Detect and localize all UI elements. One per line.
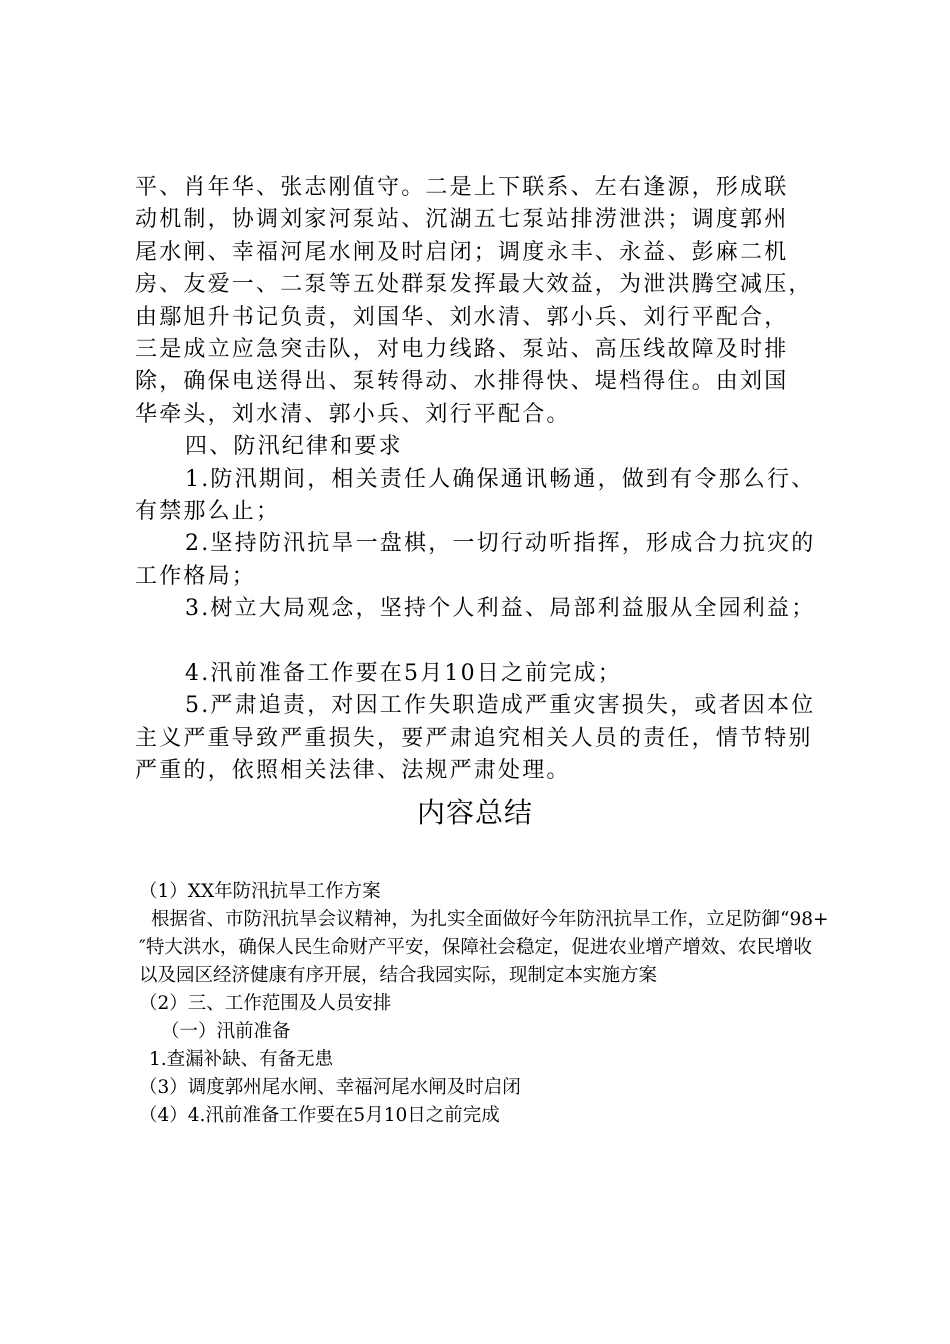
summary-section: [139, 878, 829, 1130]
section-heading: 四、防汛纪律和要求: [185, 434, 403, 460]
summary-item-heading: （2）三、工作范围及人员安排: [139, 993, 392, 1014]
rule-item: 5.严肃追责，对因工作失职造成严重灾害损失，或者因本位主义严重导致严重损失，要严肃追究相关人员的责任，情节特别严重的，依照相关法律、法规严肃处理。: [135, 693, 816, 783]
summary-item: （4）4.汛前准备工作要在5月10日之前完成: [139, 1105, 500, 1126]
summary-subitem: 1.查漏补缺、有备无患: [149, 1049, 334, 1070]
rule-item: 1.防汛期间，相关责任人确保通讯畅通，做到有令那么行、有禁那么止；: [135, 466, 816, 525]
body-line: 平、肖年华、张志刚值守。二是上下联系、左右逢源，形成联: [135, 175, 789, 200]
body-line: 动机制，协调刘家河泵站、沉湖五七泵站排涝泄洪；调度郭州: [135, 207, 789, 233]
body-line: 除，确保电送得出、泵转得动、水排得快、堤档得住。由刘国: [135, 369, 789, 395]
rule-item: 4.汛前准备工作要在5月10日之前完成；: [185, 660, 622, 686]
body-line: 由鄢旭升书记负责，刘国华、刘水清、郭小兵、刘行平配合，: [135, 304, 789, 330]
body-line: 尾水闸、幸福河尾水闸及时启闭；调度永丰、永益、彭麻二机: [135, 239, 789, 265]
summary-title: 内容总结: [416, 796, 533, 829]
body-line: 房、友爱一、二泵等五处群泵发挥最大效益，为泄洪腾空减压，: [135, 272, 813, 298]
body-line: 华牵头，刘水清、郭小兵、刘行平配合。: [135, 401, 571, 427]
summary-subheading: （一）汛前准备: [161, 1021, 291, 1042]
summary-item-body: 根据省、市防汛抗旱会议精神，为扎实全面做好今年防汛抗旱工作，立足防御“98+″特大洪水，确保人民生命财产平安，保障社会稳定，促进农业增产增效、农民增收以及园区经济健康有序开展，结合我园实际，现制定本实施方案: [139, 909, 829, 986]
summary-item: （3）调度郭州尾水闸、幸福河尾水闸及时启闭: [139, 1077, 521, 1098]
document-body: [135, 172, 835, 787]
summary-item-heading: （1）XX年防汛抗旱工作方案: [139, 881, 381, 902]
rule-item: 2.坚持防汛抗旱一盘棋，一切行动听指挥，形成合力抗灾的工作格局；: [135, 531, 816, 589]
blank-line: [135, 626, 835, 658]
body-line: 三是成立应急突击队，对电力线路、泵站、高压线故障及时排: [135, 337, 789, 363]
rule-item: 3.树立大局观念，坚持个人利益、局部利益服从全园利益；: [185, 596, 816, 622]
